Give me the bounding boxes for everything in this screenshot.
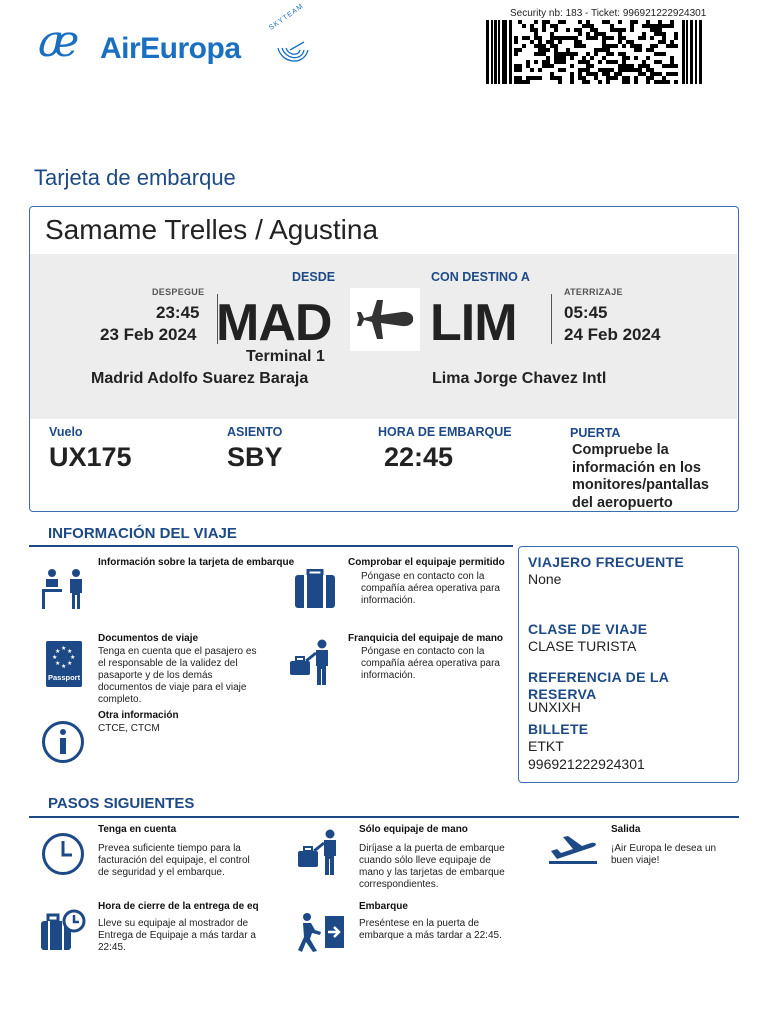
boarding-card — [29, 206, 739, 512]
info-item-desc: Póngase en contacto con la compañía aérea operativa para información. — [361, 571, 500, 606]
logo-mark: æ — [38, 16, 76, 67]
traveller-details-box — [518, 546, 739, 783]
booking-ref-label: REFERENCIA DE LA RESERVA — [528, 669, 670, 702]
info-item-desc: Tenga en cuenta que el pasajero es el responsable de la validez del pasaporte y de los demás documentos de viaje para el viaje completo. — [98, 646, 257, 705]
travel-class-value: CLASE TURISTA — [528, 638, 637, 654]
boarding-time-label: HORA DE EMBARQUE — [378, 425, 512, 439]
info-item-desc: CTCE, CTCM — [98, 723, 160, 734]
next-step-title: Embarque — [359, 901, 408, 912]
plane-box — [350, 288, 420, 351]
passport-word: Passport — [48, 673, 81, 682]
svg-text:★: ★ — [61, 645, 67, 652]
svg-text:★: ★ — [55, 660, 61, 667]
svg-text:★: ★ — [52, 654, 58, 661]
arrival-label: ATERRIZAJE — [564, 287, 623, 297]
passenger-name: Samame Trelles / Agustina — [45, 214, 379, 245]
svg-text:★: ★ — [61, 663, 67, 670]
plane-icon — [350, 288, 420, 351]
next-step-title: Salida — [611, 824, 641, 835]
trip-info-rule — [29, 545, 513, 547]
departure-time: 23:45 — [156, 303, 200, 322]
booking-ref-value: UNXIXH — [528, 699, 581, 715]
clock-icon — [41, 832, 85, 876]
next-step-title: Tenga en cuenta — [98, 824, 177, 835]
boarding-gate-icon — [297, 912, 347, 952]
info-item-title: Comprobar el equipaje permitido — [348, 557, 505, 568]
info-item-title: Franquicia del equipaje de mano — [348, 633, 504, 644]
next-step-desc: Preséntese en la puerta de embarque a más tardar a 22:45. — [359, 918, 502, 941]
hand-luggage-icon — [288, 639, 338, 687]
info-item-desc: Póngase en contacto con la compañía aérea operativa para información. — [361, 646, 500, 681]
seat-value: SBY — [227, 442, 283, 472]
ticket-type: ETKT — [528, 738, 564, 754]
destination-code: LIM — [430, 294, 517, 352]
travel-class-label: CLASE DE VIAJE — [528, 621, 648, 637]
from-label: DESDE — [292, 270, 336, 284]
arrival-date: 24 Feb 2024 — [564, 325, 661, 344]
svg-text:★: ★ — [55, 648, 61, 655]
svg-text:★: ★ — [67, 648, 73, 655]
frequent-flyer-value: None — [528, 571, 562, 587]
svg-text:★: ★ — [67, 660, 73, 667]
origin-code: MAD — [216, 294, 332, 352]
ticket-number: 996921222924301 — [528, 756, 645, 772]
arrival-time: 05:45 — [564, 303, 608, 322]
to-label: CON DESTINO A — [431, 270, 530, 284]
check-in-counter-icon — [40, 567, 86, 609]
takeoff-icon — [547, 835, 599, 865]
barcode — [486, 20, 704, 84]
seat-label: ASIENTO — [227, 425, 283, 439]
svg-text:★: ★ — [70, 654, 76, 661]
boarding-time: 22:45 — [384, 442, 454, 472]
frequent-flyer-label: VIAJERO FRECUENTE — [528, 554, 685, 570]
destination-airport: Lima Jorge Chavez Intl — [432, 370, 607, 387]
next-step-desc: Prevea suficiente tiempo para la facturación del equipaje, el control de seguridad y el embarque. — [98, 843, 250, 878]
ticket-label: BILLETE — [528, 721, 589, 737]
logo-text: AirEuropa — [100, 32, 241, 65]
arrival-divider — [551, 294, 552, 344]
next-step-title: Sólo equipaje de mano — [359, 824, 468, 835]
gate-label: PUERTA — [570, 426, 621, 440]
airline-logo — [38, 2, 318, 74]
next-steps-rule — [29, 816, 739, 818]
security-number: Security nb: 183 - Ticket: 996921222924301 — [510, 8, 707, 19]
info-item-title: Otra información — [98, 710, 179, 721]
origin-airport: Madrid Adolfo Suarez Baraja — [91, 370, 309, 387]
next-step-desc: Lleve su equipaje al mostrador de Entrega de Equipaje a más tardar a 22:45. — [98, 918, 256, 953]
suitcase-icon — [294, 569, 336, 609]
next-step-desc: ¡Air Europa le desea un buen viaje! — [611, 843, 717, 866]
next-step-title: Hora de cierre de la entrega de eq — [98, 901, 259, 912]
next-step-desc: Diríjase a la puerta de embarque cuando sólo lleve equipaje de mano y las tarjetas de embarque correspondientes. — [359, 843, 505, 890]
hand-luggage-only-icon — [296, 829, 346, 877]
flight-label: Vuelo — [49, 425, 83, 439]
skyteam-label: SKYTEAM — [268, 2, 306, 32]
skyteam-icon — [270, 26, 312, 72]
trip-info-title: INFORMACIÓN DEL VIAJE — [48, 525, 237, 542]
eu-stars-icon — [50, 644, 78, 670]
page-title: Tarjeta de embarque — [34, 165, 236, 190]
info-circle-icon — [41, 720, 85, 764]
route-panel — [30, 254, 737, 419]
next-steps-title: PASOS SIGUIENTES — [48, 795, 195, 812]
luggage-clock-icon — [40, 909, 86, 951]
passport-icon — [46, 641, 82, 687]
gate-info: Compruebe la información en los monitores/pantallas del aeropuerto — [572, 442, 709, 511]
info-item-title: Información sobre la tarjeta de embarque — [98, 557, 295, 568]
departure-label: DESPEGUE — [152, 287, 205, 297]
departure-date: 23 Feb 2024 — [100, 325, 197, 344]
info-item-title: Documentos de viaje — [98, 633, 199, 644]
terminal: Terminal 1 — [246, 348, 325, 365]
flight-number: UX175 — [49, 442, 132, 472]
